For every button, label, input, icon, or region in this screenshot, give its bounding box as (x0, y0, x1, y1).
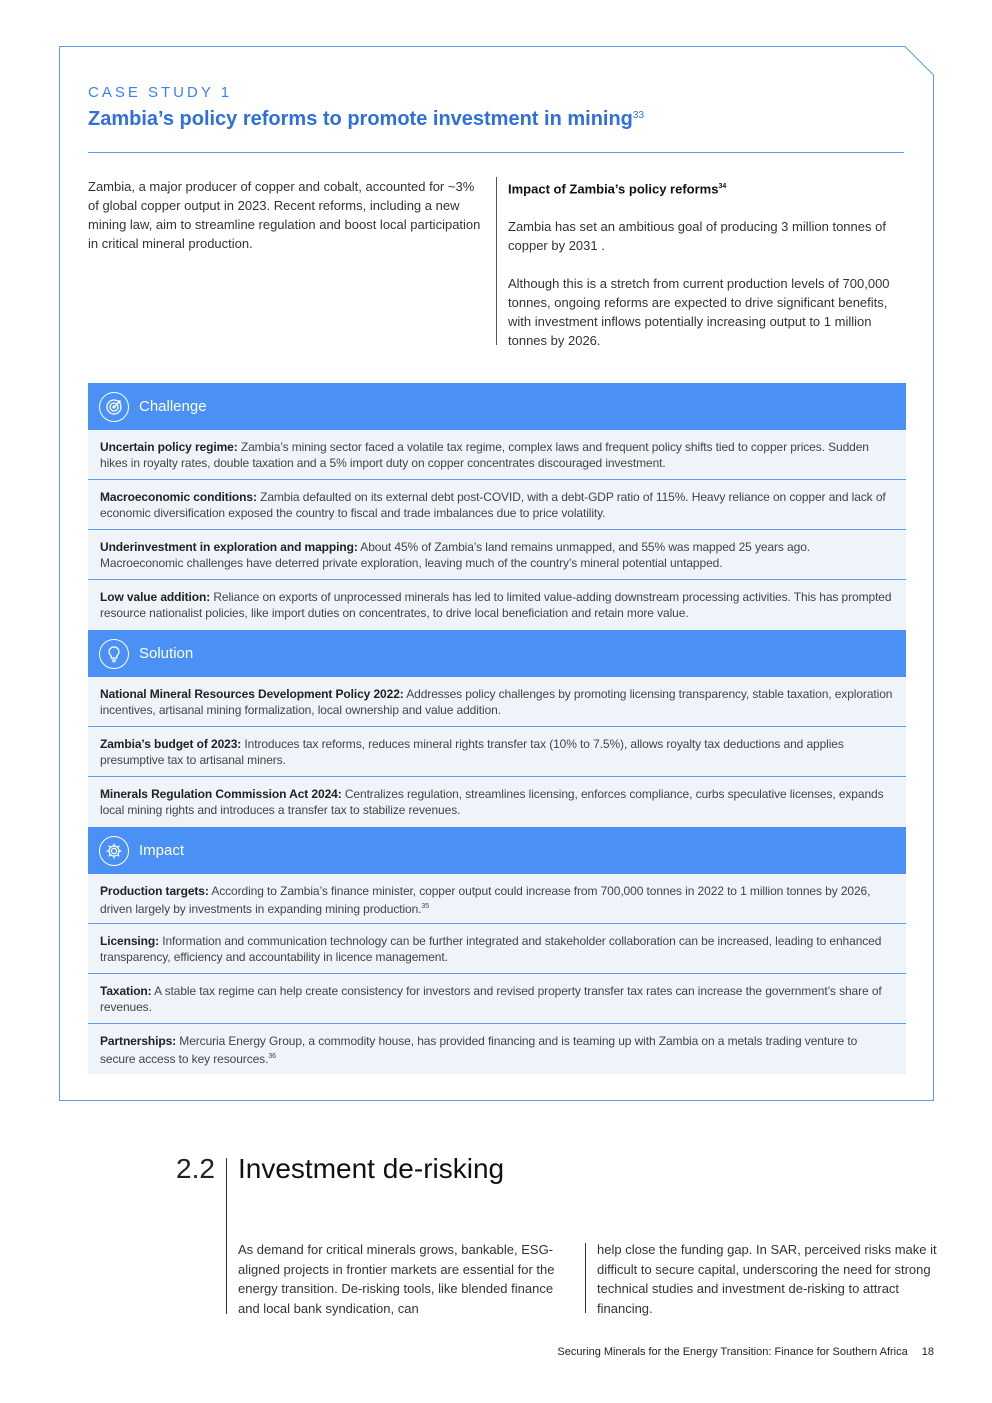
case-study-title-text: Zambia’s policy reforms to promote investment in mining (88, 108, 633, 130)
case-study-title-ref: 33 (632, 110, 645, 121)
case-study-intro: Zambia, a major producer of copper and cobalt, accounted for ~3% of global copper output in 2023. Recent reforms, including a new mining law, aim to streamline regulation and boost local participation in critical mineral production. (88, 179, 481, 251)
row-label: Zambia’s budget of 2023: (100, 737, 242, 751)
row-text: Introduces tax reforms, reduces mineral rights transfer tax (10% to 7.5%), allows royalty tax deductions and applies presumptive tax to artisanal miners. (100, 737, 844, 767)
table-row (88, 580, 906, 630)
row-label: Taxation: (100, 984, 152, 998)
row-label: Macroeconomic conditions: (100, 490, 257, 504)
column-divider (585, 1243, 586, 1313)
table-row (88, 874, 906, 924)
solution-heading: Solution (139, 645, 194, 662)
row-ref: 35 (421, 903, 430, 910)
row-text: Centralizes regulation, streamlines licensing, enforces compliance, curbs speculative licenses, expands local mining rights and introduces a transfer tax to stabilize revenues. (100, 787, 884, 817)
row-text: Addresses policy challenges by promoting licensing transparency, stable taxation, exploration incentives, artisanal mining formalization, local ownership and value addition. (100, 687, 893, 717)
title-divider (88, 152, 904, 153)
body-column-2: help close the funding gap. In SAR, perceived risks make it difficult to secure capital, underscoring the need for strong technical studies and investment de-risking to attract financing. (597, 1242, 937, 1316)
impact-sidebar-para-2: Although this is a stretch from current production levels of 700,000 tonnes, ongoing reforms are expected to drive significant benefits, with investment inflows potentially increasing output to 1 million tonnes by 2026. (508, 276, 890, 349)
table-row (88, 974, 906, 1024)
footer-title-bold: Securing Minerals for the Energy Transition: (557, 1346, 772, 1358)
row-ref: 36 (268, 1053, 276, 1060)
impact-sidebar-heading-text: Impact of Zambia’s policy reforms (508, 181, 719, 197)
section-divider (226, 1158, 227, 1314)
challenge-heading: Challenge (139, 398, 207, 415)
table-row (88, 727, 906, 777)
row-text: Mercuria Energy Group, a commodity house, has provided financing and is teaming up with Zambia on a metals trading venture to secure access to key resources. (100, 1034, 858, 1066)
body-column-1: As demand for critical minerals grows, bankable, ESG-aligned projects in frontier markets are essential for the energy transition. De-risking tools, like blended finance and local bank syndication, can (238, 1242, 555, 1316)
row-text: Zambia defaulted on its external debt post-COVID, with a debt-GDP ratio of 115%. Heavy reliance on copper and lack of economic diversification exposed the country to fiscal and trade imbalances due to price volatility. (100, 490, 886, 520)
gear-icon (99, 836, 129, 866)
row-text: A stable tax regime can help create consistency for investors and revised property transfer tax rates can increase the government’s share of revenues. (100, 984, 882, 1014)
solution-header (88, 630, 906, 677)
row-label: Licensing: (100, 934, 160, 948)
row-label: Minerals Regulation Commission Act 2024: (100, 787, 342, 801)
section-title: Investment de-risking (238, 1153, 505, 1184)
impact-sidebar (496, 177, 896, 349)
table-row (88, 777, 906, 827)
page-footer (557, 1346, 934, 1358)
impact-sidebar-para-1: Zambia has set an ambitious goal of producing 3 million tonnes of copper by 2031 . (508, 219, 886, 254)
table-row (88, 530, 906, 580)
impact-heading: Impact (139, 842, 185, 859)
impact-header (88, 827, 906, 874)
row-text: Information and communication technology can be further integrated and stakeholder collaboration can be increased, leading to enhanced transparency, efficiency and accountability in licence management. (100, 934, 882, 964)
case-study-title (88, 108, 644, 131)
table-row (88, 480, 906, 530)
section-number: 2.2 (176, 1153, 215, 1184)
row-text: According to Zambia’s finance minister, copper output could increase from 700,000 tonnes in 2022 to 1 million tonnes by 2026, driven largely by investments in expanding mining production. (100, 884, 871, 916)
row-label: Partnerships: (100, 1034, 177, 1048)
table-row (88, 430, 906, 480)
case-study-label: CASE STUDY 1 (88, 84, 233, 101)
row-label: Low value addition: (100, 590, 211, 604)
table-row (88, 677, 906, 727)
row-label: Underinvestment in exploration and mapping: (100, 540, 358, 554)
table-row (88, 924, 906, 974)
row-text: Zambia’s mining sector faced a volatile tax regime, complex laws and frequent policy shifts tied to copper prices. Sudden hikes in royalty rates, double taxation and a 5% import duty on copper concentrates discouraged investment. (100, 440, 869, 470)
row-text: Reliance on exports of unprocessed minerals has led to limited value-adding downstream processing activities. This has prompted resource nationalist policies, like import duties on concentrates, to drive local beneficiation and retain more value. (100, 590, 892, 620)
footer-title-rest: Finance for Southern Africa (771, 1346, 908, 1358)
impact-sidebar-ref: 34 (718, 183, 727, 190)
impact-sidebar-heading (508, 177, 896, 198)
target-icon (99, 392, 129, 422)
row-text: About 45% of Zambia’s land remains unmapped, and 55% was mapped 25 years ago. Macroeconomic challenges have deterred private exploration, leaving much of the country’s mineral potential untapped. (100, 540, 811, 570)
row-label: Production targets: (100, 884, 209, 898)
page-number: 18 (921, 1346, 934, 1358)
challenge-header (88, 383, 906, 430)
row-label: Uncertain policy regime: (100, 440, 238, 454)
table-row (88, 1024, 906, 1074)
row-label: National Mineral Resources Development Policy 2022: (100, 687, 404, 701)
lightbulb-icon (99, 639, 129, 669)
